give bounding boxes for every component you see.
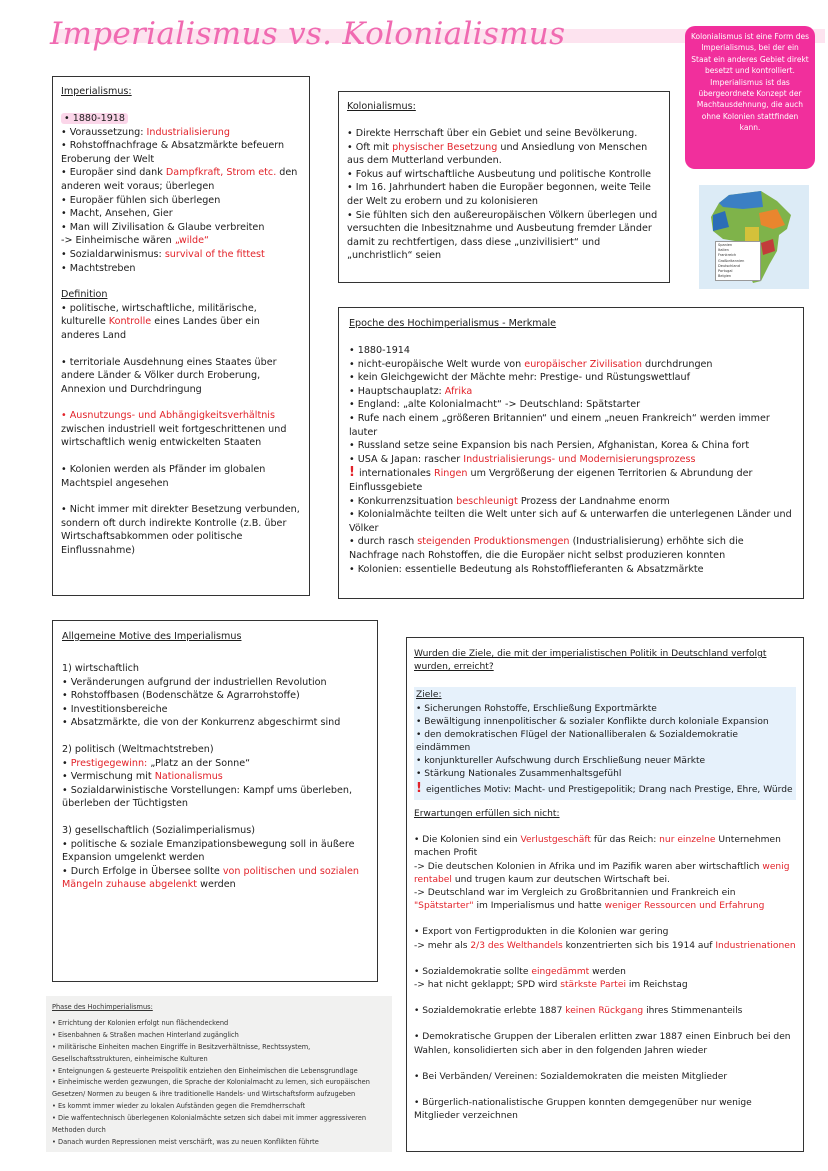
phase-box: Phase des Hochimperialismus: • Errichtung der Kolonien erfolgt nun flächendeckend • Eisenbahnen & Straßen machen Hinterland zugänglich • militärische Einheiten machen Eingriffe in Besitzverhältnisse, Rechtssystem, Gesellschaftsstrukturen, einheimische Kulturen • Enteignungen & gesteuerte Preispolitik entziehen den Einheimischen die Lebensgrundlage • Einheimische werden gezwungen, die Sprache der Kolonialmacht zu lernen, sich europäischen Gesetzen/ Normen zu beugen & ihre traditionelle Handels- und Wirtschaftsform aufzugeben • Es kommt immer wieder zu lokalen Aufständen gegen die Fremdherrschaft • Die waffentechnisch überlegenen Kolonialmächte setzen sich dabei mit immer aggressiveren Methoden durch • Danach wurden Repressionen meist verschärft, was zu neuen Konflikten führte — [46, 996, 392, 1152]
imperialismus-heading: Imperialismus: — [61, 86, 132, 97]
hochimperialismus-box: Epoche des Hochimperialismus - Merkmale • 1880-1914 • nicht-europäische Welt wurde von europäischer Zivilisation durchdrungen • kein Gleichgewicht der Mächte mehr: Prestige- und Rüstungswettlauf • Hauptschauplatz: Afrika • England: „alte Kolonialmacht“ -> Deutschland: Spätstarter • Rufe nach einem „größeren Britannien“ und einem „neuen Frankreich“ werden immer lauter • Russland setze seine Expansion bis nach Persien, Afghanistan, Korea & China fort • USA & Japan: rascher Industrialisierungs- und Modernisierungsprozess ! internationales Ringen um Vergrößerung der eigenen Territorien & Abrundung der Einflussgebiete • Konkurrenzsituation beschleunigt Prozess der Landnahme enorm • Kolonialmächte teilten die Welt unter sich auf & unterwarfen die unterlegenen Länder und Völker • durch rasch steigenden Produktionsmengen (Industrialisierung) erhöhte sich die Nachfrage nach Rohstoffen, die die Europäer nicht selbst produzieren konnten • Kolonien: essentielle Bedeutung als Rohstofflieferanten & Absatzmärkte — [338, 307, 804, 599]
motive-box: Allgemeine Motive des Imperialismus 1) wirtschaftlich • Veränderungen aufgrund der industriellen Revolution • Rohstoffbasen (Bodenschätze & Agrarrohstoffe) • Investitionsbereiche • Absatzmärkte, die von der Konkurrenz abgeschirmt sind 2) politisch (Weltmachtstreben) • Prestigegewinn: „Platz an der Sonne“ • Vermischung mit Nationalismus • Sozialdarwinistische Vorstellungen: Kampf ums überleben, überleben der Tüchtigsten 3) gesellschaftlich (Sozialimperialismus) • politische & soziale Emanzipationsbewegung soll in äußere Expansion umgelenkt werden • Durch Erfolge in Übersee sollte von politischen und sozialen Mängeln zuhause abgelenkt werden — [52, 620, 378, 982]
erwartungen-heading: Erwartungen erfüllen sich nicht: — [414, 808, 560, 819]
date-badge: • 1880-1918 — [61, 113, 128, 124]
info-box: Kolonialismus ist eine Form des Imperialismus, bei der ein Staat ein anderes Gebiet direkt besetzt und kontrolliert. Imperialismus ist das übergeordnete Konzept der Machtausdehnung, die auch ohne Kolonien stattfinden kann. — [685, 26, 815, 169]
page-title: Imperialismus vs. Kolonialismus — [50, 16, 566, 52]
legend-item: Spanien — [718, 243, 733, 247]
kolonialismus-box: Kolonialismus: • Direkte Herrschaft über ein Gebiet und seine Bevölkerung. • Oft mit physischer Besetzung und Ansiedlung von Menschen aus dem Mutterland verbunden. • Fokus auf wirtschaftliche Ausbeutung und politische Kontrolle • Im 16. Jahrhundert haben die Europäer begonnen, weite Teile der Welt zu erobern und zu kolonisieren • Sie fühlten sich den außereuropäischen Völkern überlegen und versuchten die Inbesitznahme und Ausbeutung fremder Länder damit zu rechtfertigen, dass diese „unzivilisiert“ und „unchristlich“ seien — [338, 91, 670, 283]
africa-map — [699, 185, 809, 289]
phase-heading: Phase des Hochimperialismus: — [52, 1003, 153, 1011]
hochimperialismus-heading: Epoche des Hochimperialismus - Merkmale — [349, 318, 557, 329]
ziele-question: Wurden die Ziele, die mit der imperialistischen Politik in Deutschland verfolgt wurden, erreicht? — [414, 649, 767, 672]
ziele-highlight: Ziele: • Sicherungen Rohstoffe, Erschließung Exportmärkte • Bewältigung innenpolitischer & sozialer Konflikte durch koloniale Expansion • den demokratischen Flügel der Nationalliberalen & Sozialdemokratie eindämmen • konjunktureller Aufschwung durch Erschließung neuer Märkte • Stärkung Nationales Zusammenhaltsgefühl ! eigentliches Motiv: Macht- und Prestigepolitik; Drang nach Prestige, Ehre, Würde — [414, 687, 796, 800]
legend-item: Deutschland — [718, 263, 740, 268]
legend-item: Portugal — [718, 269, 733, 274]
legend-item: Belgien — [718, 274, 732, 279]
exclamation-icon: ! — [349, 465, 355, 481]
legend-item: Großbritannien — [718, 258, 745, 263]
exclamation-icon: ! — [416, 780, 422, 796]
imperialismus-box: Imperialismus: • 1880-1918 • Voraussetzung: Industrialisierung • Rohstoffnachfrage & Absatzmärkte befeuern Eroberung der Welt • Europäer sind dank Dampfkraft, Strom etc. den anderen weit voraus; überlegen • Europäer fühlen sich überlegen • Macht, Ansehen, Gier • Man will Zivilisation & Glaube verbreiten -> Einheimische wären „wilde“ • Sozialdarwinismus: survival of the fittest • Machtstreben Definition • politische, wirtschaftliche, militärische, kulturelle Kontrolle eines Landes über ein anderes Land • territoriale Ausdehnung eines Staates über andere Länder & Völker durch Eroberung, Annexion und Durchdringung • Ausnutzungs- und Abhängigkeitsverhältnis zwischen industriell weit fortgeschrittenen und wirtschaftlich wenig entwickelten Staaten • Kolonien werden als Pfänder im globalen Machtspiel angesehen • Nicht immer mit direkter Besetzung verbunden, sondern oft durch indirekte Kontrolle (z.B. über Wirtschaftsabkommen oder politische Einflussnahme) — [52, 76, 310, 596]
legend-item: Italien — [718, 248, 729, 253]
legend-item: Frankreich — [718, 253, 737, 258]
ziele-box: Wurden die Ziele, die mit der imperialistischen Politik in Deutschland verfolgt wurden, erreicht? Ziele: • Sicherungen Rohstoffe, Erschließung Exportmärkte • Bewältigung innenpolitischer & sozialer Konflikte durch koloniale Expansion • den demokratischen Flügel der Nationalliberalen & Sozialdemokratie eindämmen • konjunktureller Aufschwung durch Erschließung neuer Märkte • Stärkung Nationales Zusammenhaltsgefühl ! eigentliches Motiv: Macht- und Prestigepolitik; Drang nach Prestige, Ehre, Würde Erwartungen erfüllen sich nicht: • Die Kolonien sind ein Verlustgeschäft für das Reich: nur einzelne Unternehmen machen Profit -> Die deutschen Kolonien in Afrika und im Pazifik waren aber wirtschaftlich wenig rentabel und trugen kaum zur deutschen Wirtschaft bei. -> Deutschland war im Vergleich zu Großbritannien und Frankreich ein "Spätstarter" im Imperialismus und hatte weniger Ressourcen und Erfahrung • Export von Fertigprodukten in die Kolonien war gering -> mehr als 2/3 des Welthandels konzentrierten sich bis 1914 auf Industrienationen • Sozialdemokratie sollte eingedämmt werden -> hat nicht geklappt; SPD wird stärkste Partei im Reichstag • Sozialdemokratie erlebte 1887 keinen Rückgang ihres Stimmenanteils • Demokratische Gruppen der Liberalen erlitten zwar 1887 einen Einbruch bei den Wahlen, konsolidierten sich aber in den folgenden Jahren wieder • Bei Verbänden/ Vereinen: Sozialdemokraten die meisten Mitglieder • Bürgerlich-nationalistische Gruppen konnten demgegenüber nur wenige Mitglieder verzeichnen — [406, 637, 804, 1152]
motive-heading: Allgemeine Motive des Imperialismus — [62, 631, 242, 642]
definition-heading: Definition — [61, 289, 108, 301]
kolonialismus-heading: Kolonialismus: — [347, 101, 416, 112]
map-legend — [715, 241, 761, 281]
